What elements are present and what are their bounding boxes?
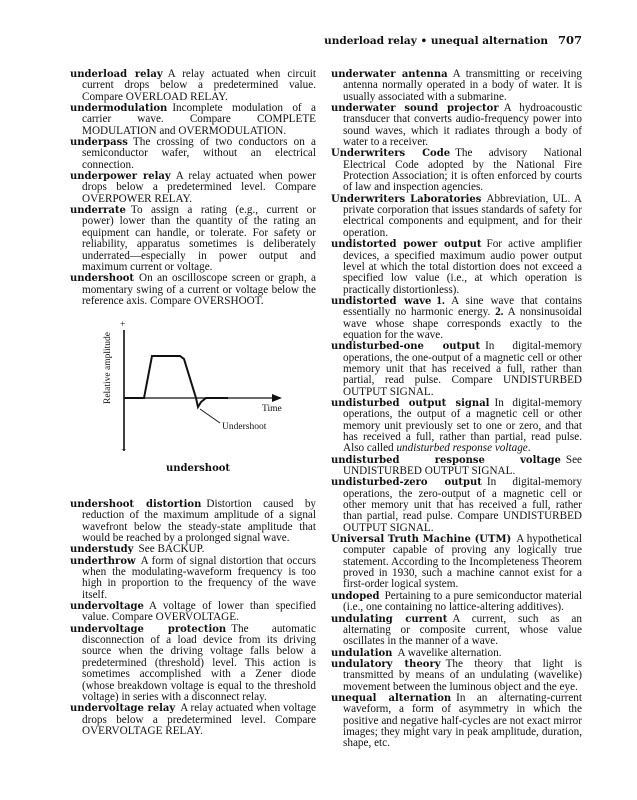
column-right [331, 69, 582, 750]
running-head [324, 33, 582, 47]
undershoot-figure [80, 318, 310, 488]
entry-definition: A voltage of lower than specified value. Compare OVERVOLTAGE. [82, 600, 316, 624]
dictionary-entry [70, 601, 316, 624]
entry-term: undulating current [331, 613, 448, 625]
entry-definition: A transmitting or receiving antenna normally operated in a body of water. It is usually associated with a submarine. [343, 68, 582, 103]
entry-definition: A hydroacoustic transducer that converts audio-frequency power into sound waves, which it radiates through a body of water to a receiver. [343, 102, 582, 149]
dictionary-entry [331, 659, 582, 693]
entry-term: unequal alternation [331, 692, 452, 704]
entry-definition: In digital-memory operations, the one-output of a magnetic cell or other memory unit that has received a full, rather than partial, read pulse. Compare UNDISTURBED OUTPUT SIGNAL. [343, 340, 582, 398]
entry-term: undulation [331, 647, 393, 659]
entry-definition: The advisory National Electrical Code adopted by the National Fire Protection Association; it is often enforced by courts of law and inspection agencies. [343, 147, 582, 194]
dictionary-entry [331, 103, 582, 148]
cross-reference-italic: undisturbed response voltage [396, 442, 528, 455]
dictionary-entry [331, 239, 582, 296]
entry-definition: A wavelike alternation. [397, 646, 502, 659]
entry-definition: To assign a rating (e.g., current or power) lower than the quantity of the rating an equipment can handle, or tolerate. For safety or reliability, apparatus sometimes is deliberately underrated—especially in power output and maximum current or voltage. [82, 204, 316, 273]
entry-definition: For active amplifier devices, a specified maximum audio power output level at which the total distortion does not exceed a specified low value (i.e., at which operation is practically distortionless). [343, 238, 582, 296]
entry-definition: See BACKUP. [138, 543, 205, 556]
entry-term: undistorted power output [331, 239, 482, 251]
entry-definition: A relay actuated when voltage drops below a predetermined level. Compare OVERVOLTAGE RELAY. [82, 702, 317, 737]
dictionary-entry [331, 693, 582, 750]
entry-definition: Incomplete modulation of a carrier wave. Compare COMPLETE MODULATION and OVERMODULATION. [82, 102, 316, 137]
entry-term: undulatory theory [331, 658, 441, 670]
entry-term: undermodulation [70, 103, 168, 115]
entry-definition: In an alternating-current waveform, a form of asymmetry in which the positive and negative half-cycles are not exact mirror images; they might vary in peak amplitude, duration, shape, etc. [343, 691, 582, 750]
dictionary-entry [331, 477, 582, 534]
entry-definition: A hypothetical computer capable of proving any logically true statement. According to the Incompleteness Theorem proved in 1930, such a machine cannot exist for a first-order logical system. [343, 533, 582, 591]
dictionary-entry [70, 171, 316, 205]
figure-caption: undershoot [166, 463, 231, 474]
entry-term: Underwriters Laboratories [331, 193, 482, 205]
entry-definition: The crossing of two conductors on a semiconductor wafer, without an electrical connection. [82, 136, 316, 171]
dictionary-entry [331, 398, 582, 455]
entry-definition: In digital-memory operations, the zero-output of a magnetic cell or other memory unit that has received a full, rather than partial, read pulse. Compare UNDISTURBED OUTPUT SIGNAL. [343, 476, 582, 534]
entry-term: understudy [70, 544, 134, 556]
undershoot-annotation: Undershoot [222, 422, 267, 432]
entry-definition: A relay actuated when power drops below a predetermined level. Compare OVERPOWER RELAY. [82, 170, 316, 205]
entry-definition: . [527, 442, 531, 455]
entry-term: underrate [70, 205, 126, 217]
column-left-top [70, 69, 316, 307]
entry-term: undershoot [70, 273, 135, 285]
dictionary-entry [70, 556, 316, 601]
entry-term: Underwriters Code [331, 148, 451, 160]
entry-definition: A relay actuated when circuit current drops below a predetermined value. Compare OVERLOAD RELAY. [82, 68, 316, 103]
sense-number: 1. [436, 294, 445, 307]
dictionary-entry [70, 624, 316, 703]
sense-number: 2. [495, 306, 504, 319]
plus-sign: + [120, 320, 126, 330]
entry-term: underpass [70, 137, 128, 149]
entry-definition: In digital-memory operations, the output of a magnetic cell or other memory unit previously set to one or zero, and that has received a full, rather than partial, read pulse. Also called [343, 396, 582, 455]
x-axis-arrow-icon [272, 394, 282, 402]
entry-definition: A nonsinusoidal wave whose shape corresponds exactly to the equation for the wave. [343, 306, 582, 341]
dictionary-entry [331, 591, 582, 614]
dictionary-entry [70, 69, 316, 103]
running-head-text: underload relay • unequal alternation [324, 35, 548, 47]
page-number: 707 [557, 33, 582, 47]
entry-term: undisturbed-zero output [331, 477, 482, 489]
entry-definition: A form of signal distortion that occurs when the modulating-waveform frequency is too high in proportion to the frequency of the wave itself. [82, 554, 316, 601]
dictionary-entry [70, 205, 316, 273]
dictionary-entry [331, 534, 582, 591]
x-axis-label: Time [262, 404, 282, 414]
entry-term: underwater sound projector [331, 103, 499, 115]
entry-definition: Abbreviation, UL. A private corporation that issues standards of safety for electrical components and equipment, and for their operation. [343, 192, 583, 239]
entry-term: Universal Truth Machine (UTM) [331, 534, 512, 546]
y-axis-label: Relative amplitude [103, 331, 113, 405]
dictionary-entry [331, 194, 582, 239]
dictionary-entry [331, 614, 582, 648]
undershoot-leader-line [200, 409, 220, 423]
dictionary-entry [70, 273, 316, 307]
entry-definition: A current, such as an alternating or composite current, whose value oscillates in the manner of a wave. [343, 612, 582, 648]
dictionary-entry [70, 703, 316, 737]
pulse-waveform [124, 356, 228, 407]
entry-term: undisturbed response voltage [331, 454, 561, 466]
entry-term: undershoot distortion [70, 499, 202, 510]
column-left-bottom [70, 499, 316, 737]
entry-term: undistorted wave [331, 295, 432, 307]
entry-term: undisturbed-one output [331, 341, 481, 353]
entry-term: underwater antenna [331, 69, 448, 80]
entry-term: undervoltage [70, 601, 144, 613]
dictionary-entry [331, 341, 582, 398]
entry-term: undoped [331, 590, 380, 602]
minus-sign: − [121, 446, 127, 456]
dictionary-entry [70, 103, 316, 137]
entry-definition: See UNDISTURBED OUTPUT SIGNAL. [343, 453, 582, 478]
dictionary-entry [331, 69, 582, 103]
dictionary-entry [331, 148, 582, 193]
entry-definition: Pertaining to a pure semiconductor material (i.e., one containing no lattice-altering additives). [343, 589, 582, 614]
dictionary-entry [70, 499, 316, 544]
entry-definition: On an oscilloscope screen or graph, a momentary swing of a current or voltage below the reference axis. Compare OVERSHOOT. [82, 272, 316, 307]
entry-term: underthrow [70, 555, 136, 567]
entry-definition: The theory that light is transmitted by means of an undulating (wavelike) movement between the luminous object and the eye. [343, 657, 582, 693]
entry-term: underload relay [70, 69, 163, 80]
dictionary-entry [70, 137, 316, 171]
entry-term: undisturbed output signal [331, 397, 490, 409]
entry-term: undervoltage protection [70, 623, 227, 635]
entry-term: underpower relay [70, 171, 171, 183]
entry-definition: A sine wave that contains essentially no harmonic energy. [343, 294, 582, 319]
dictionary-entry [331, 455, 582, 478]
entry-definition: Distortion caused by reduction of the maximum amplitude of a signal wavefront below the steady-state amplitude that would be reached by a prolonged signal wave. [82, 498, 317, 545]
dictionary-entry [331, 296, 582, 341]
entry-term: undervoltage relay [70, 703, 176, 715]
entry-definition: The automatic disconnection of a load device from its driving source when the driving voltage falls below a predetermined (threshold) level. This action is sometimes accomplished with a Zener diode (whose breakdown voltage is equal to the threshold voltage) in series with a disconnect relay. [82, 622, 316, 703]
